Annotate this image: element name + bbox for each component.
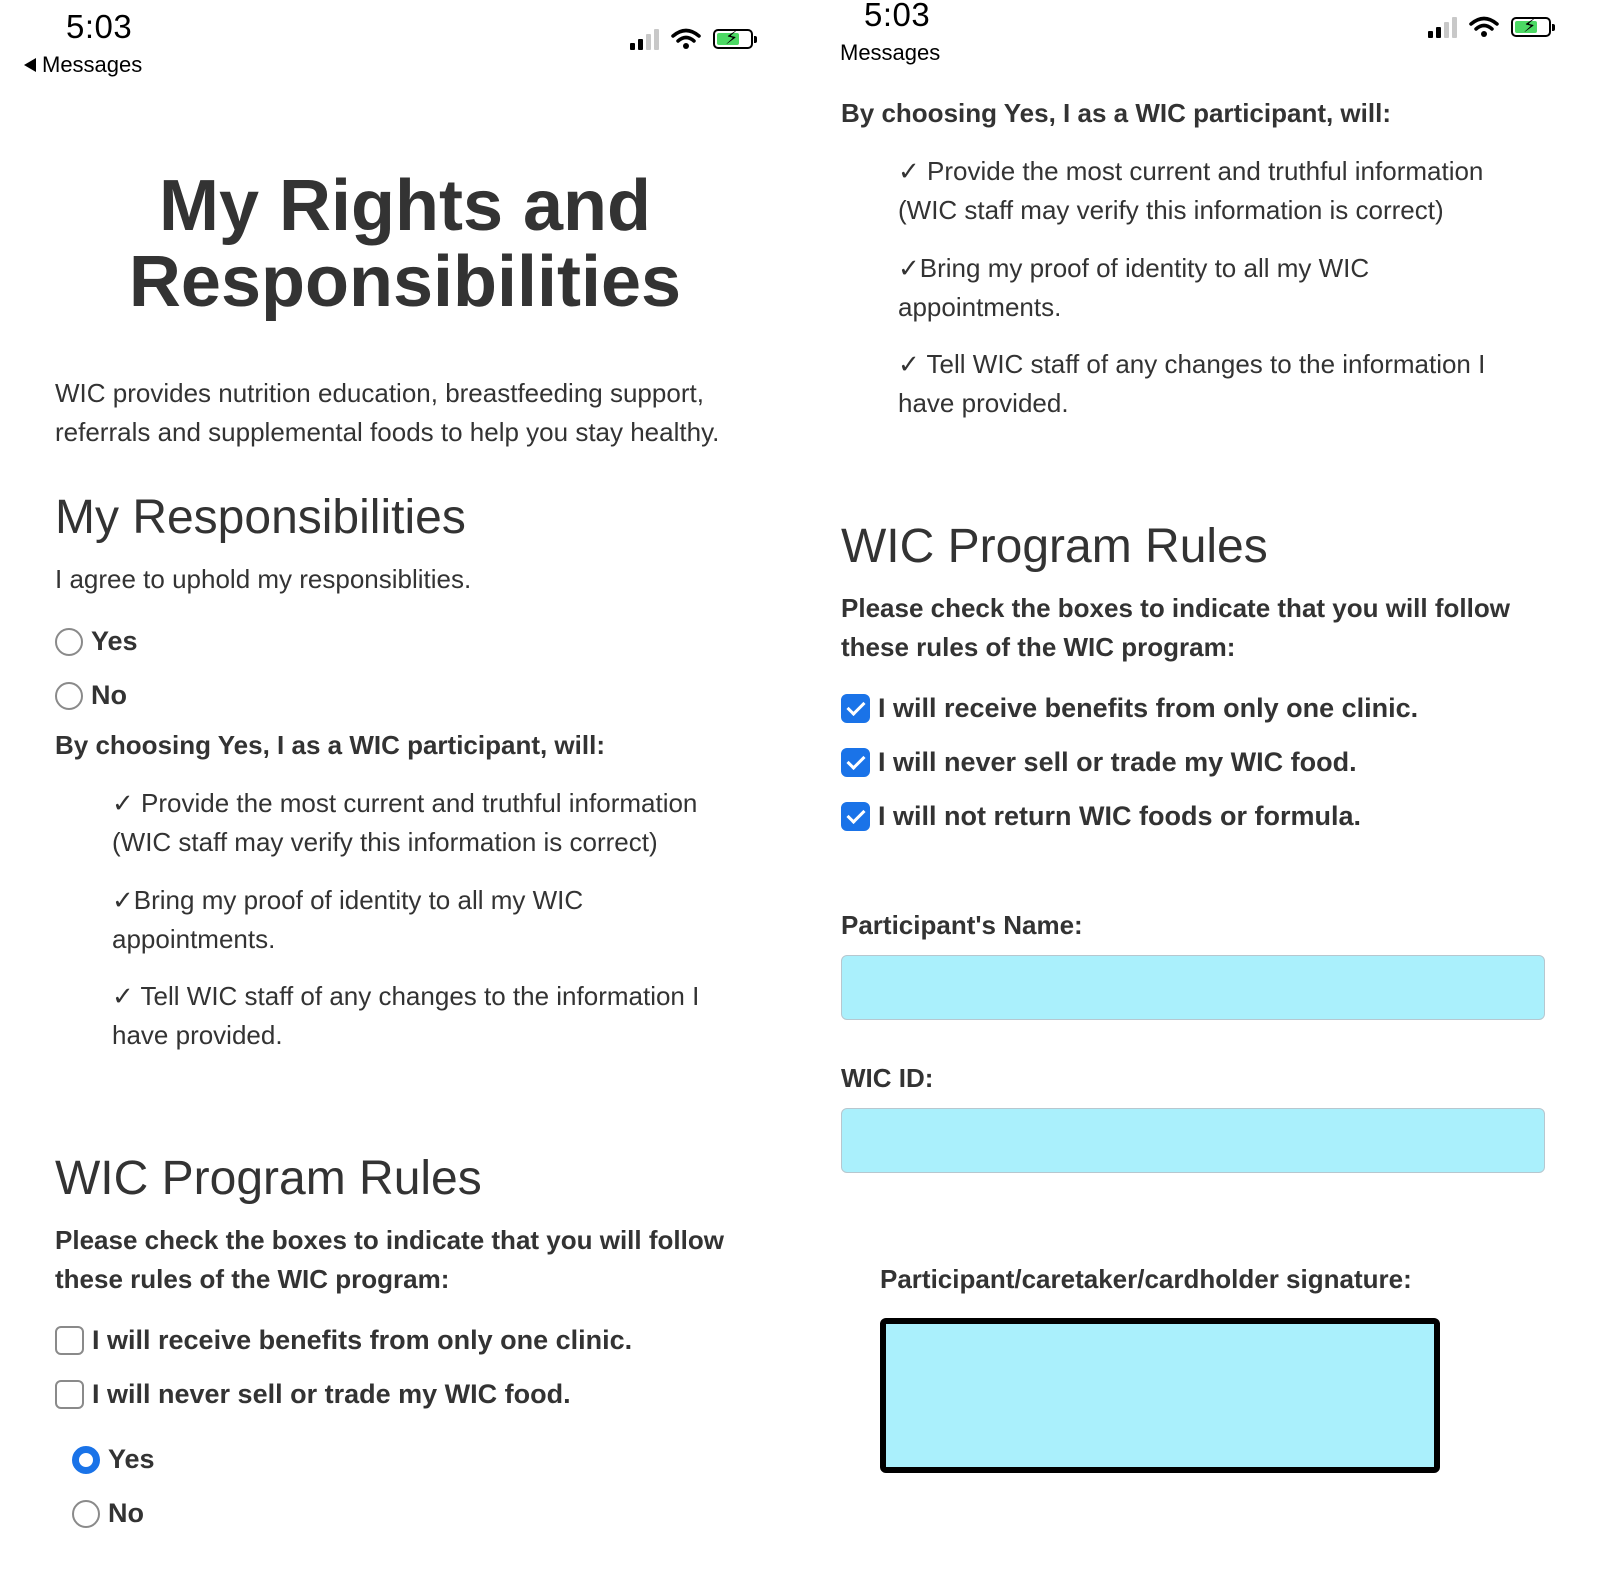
responsibility-item: ✓Bring my proof of identity to all my WIC appointments. xyxy=(112,885,584,954)
battery-charging-icon: ⚡ xyxy=(713,29,753,49)
checkbox-icon xyxy=(55,1326,84,1355)
status-icons xyxy=(1428,16,1551,38)
participant-name-label: Participant's Name: xyxy=(841,910,1083,940)
rule-checkbox-never-sell[interactable]: I will never sell or trade my WIC food. xyxy=(55,1379,571,1410)
participant-name-input[interactable] xyxy=(841,955,1545,1020)
responsibility-item: ✓ Provide the most current and truthful information (WIC staff may verify this information is correct) xyxy=(898,156,1484,225)
choosing-yes-text: By choosing Yes, I as a WIC participant, will: xyxy=(841,98,1391,128)
rule-checkbox-one-clinic[interactable]: I will receive benefits from only one clinic. xyxy=(841,693,1418,724)
radio-icon xyxy=(72,1500,100,1528)
back-label: Messages xyxy=(840,40,941,65)
program-rules-heading: WIC Program Rules xyxy=(841,520,1268,573)
wifi-icon xyxy=(1469,16,1499,38)
rule-checkbox-one-clinic[interactable]: I will receive benefits from only one clinic. xyxy=(55,1325,632,1356)
status-time: 5:03 xyxy=(864,0,931,33)
wic-id-input[interactable] xyxy=(841,1108,1545,1173)
agree-text: I agree to uphold my responsiblities. xyxy=(55,564,472,594)
responsibilities-heading: My Responsibilities xyxy=(55,491,466,544)
responsibility-item: ✓ Provide the most current and truthful information (WIC staff may verify this information is correct) xyxy=(112,788,698,857)
wic-id-label: WIC ID: xyxy=(841,1063,934,1093)
cellular-signal-icon xyxy=(1428,16,1457,38)
checkbox-checked-icon xyxy=(841,694,870,723)
responsibility-item: ✓Bring my proof of identity to all my WIC appointments. xyxy=(898,253,1370,322)
battery-charging-icon: ⚡ xyxy=(1511,17,1551,37)
responsibilities-yes-radio[interactable]: Yes xyxy=(55,626,138,657)
checkbox-checked-icon xyxy=(841,748,870,777)
cellular-signal-icon xyxy=(630,28,659,50)
radio-icon xyxy=(55,682,83,710)
right-screen xyxy=(840,0,1622,1585)
rules-yes-radio[interactable]: Yes xyxy=(72,1444,155,1475)
signature-pad[interactable] xyxy=(880,1318,1440,1473)
choosing-yes-text: By choosing Yes, I as a WIC participant, will: xyxy=(55,730,605,760)
page-title: My Rights and Responsibilities xyxy=(128,166,682,322)
back-label: Messages xyxy=(42,52,143,77)
back-arrow-icon xyxy=(24,58,36,72)
rule-checkbox-never-sell[interactable]: I will never sell or trade my WIC food. xyxy=(841,747,1357,778)
program-rules-instructions: Please check the boxes to indicate that you will follow these rules of the WIC program: xyxy=(841,593,1510,662)
status-icons xyxy=(630,28,753,50)
left-screen xyxy=(0,0,795,1585)
back-to-messages-button[interactable] xyxy=(24,52,142,78)
signature-label: Participant/caretaker/cardholder signature: xyxy=(880,1264,1412,1294)
program-rules-heading: WIC Program Rules xyxy=(55,1152,482,1205)
responsibility-item: ✓ Tell WIC staff of any changes to the information I have provided. xyxy=(898,349,1486,418)
wifi-icon xyxy=(671,28,701,50)
radio-icon xyxy=(55,628,83,656)
checkbox-icon xyxy=(55,1380,84,1409)
status-time: 5:03 xyxy=(66,8,133,45)
responsibilities-no-radio[interactable]: No xyxy=(55,680,127,711)
responsibility-item: ✓ Tell WIC staff of any changes to the information I have provided. xyxy=(112,981,700,1050)
checkbox-checked-icon xyxy=(841,802,870,831)
program-rules-instructions: Please check the boxes to indicate that you will follow these rules of the WIC program: xyxy=(55,1225,724,1294)
back-to-messages-button[interactable] xyxy=(840,40,940,66)
radio-selected-icon xyxy=(72,1446,100,1474)
rules-no-radio[interactable]: No xyxy=(72,1498,144,1529)
intro-text: WIC provides nutrition education, breastfeeding support, referrals and supplemental foods to help you stay healthy. xyxy=(55,378,720,447)
rule-checkbox-no-return[interactable]: I will not return WIC foods or formula. xyxy=(841,801,1361,832)
